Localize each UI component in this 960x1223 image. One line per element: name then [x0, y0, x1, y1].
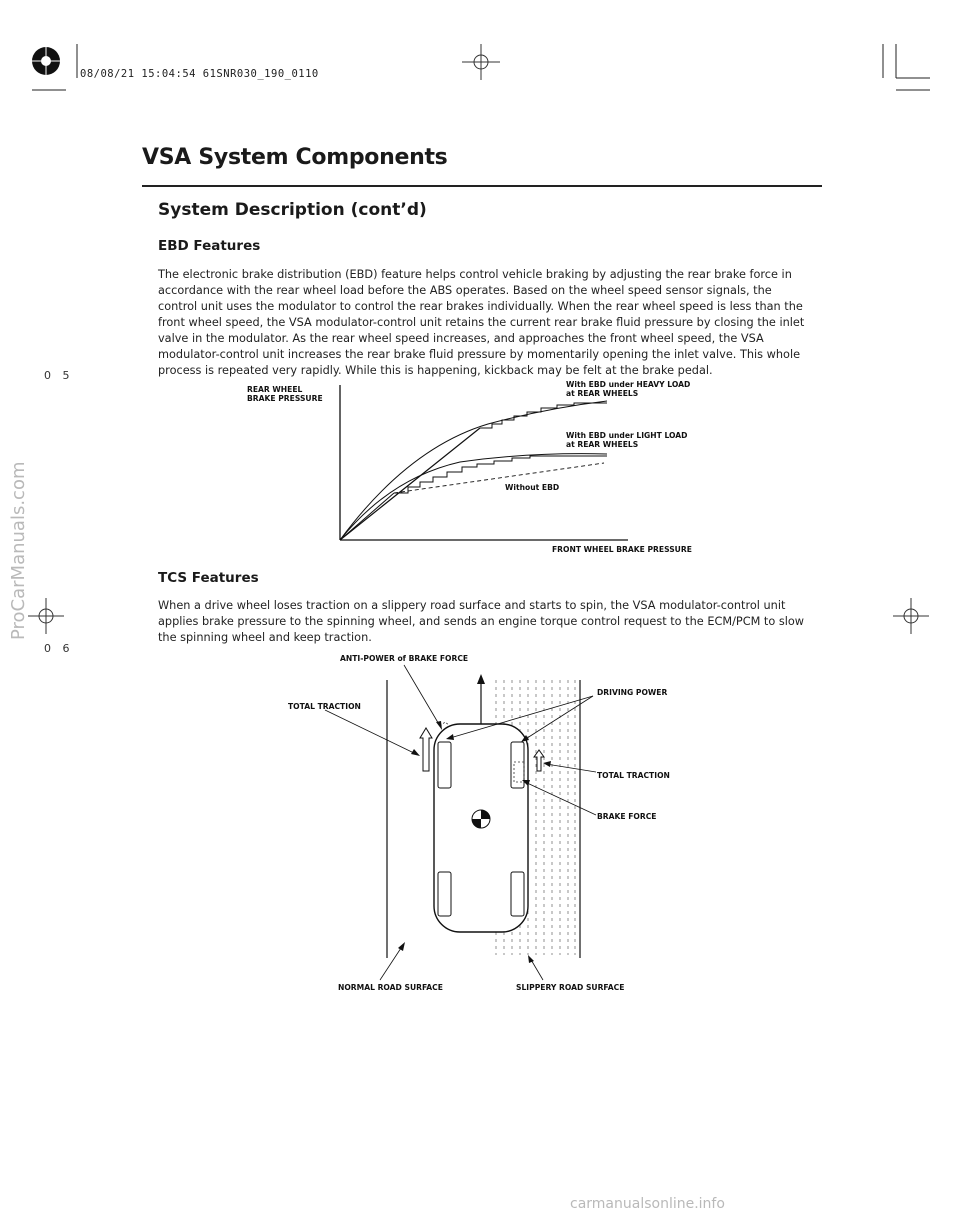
graph-without-ebd-label: Without EBD — [505, 483, 560, 492]
ebd-graph — [340, 385, 628, 540]
title-divider — [142, 185, 822, 187]
graph-heavy-load-label-line2: at REAR WHEELS — [566, 389, 639, 398]
total-traction-left-label: TOTAL TRACTION — [288, 702, 361, 711]
margin-number-bottom: 0 6 — [44, 642, 74, 655]
watermark-bottom: carmanualsonline.info — [570, 1196, 725, 1212]
crosshair-icon — [893, 598, 929, 634]
total-traction-right-label: TOTAL TRACTION — [597, 771, 670, 780]
crosshair-icon — [462, 44, 500, 80]
graph-x-label: FRONT WHEEL BRAKE PRESSURE — [552, 545, 692, 554]
section-subtitle: System Description (cont’d) — [158, 200, 427, 220]
slippery-road-label: SLIPPERY ROAD SURFACE — [516, 983, 625, 992]
margin-number-top: 0 5 — [44, 369, 74, 382]
normal-road-label: NORMAL ROAD SURFACE — [338, 983, 443, 992]
driving-power-label: DRIVING POWER — [597, 688, 668, 697]
crosshair-target-icon — [28, 43, 64, 79]
graph-heavy-load-label-line1: With EBD under HEAVY LOAD — [566, 380, 691, 389]
brake-force-label: BRAKE FORCE — [597, 812, 657, 821]
anti-power-label: ANTI-POWER of BRAKE FORCE — [340, 654, 469, 663]
graph-y-label-line2: BRAKE PRESSURE — [247, 394, 323, 403]
print-stamp: 08/08/21 15:04:54 61SNR030_190_0110 — [80, 68, 319, 80]
ebd-heading: EBD Features — [158, 238, 261, 254]
graph-light-load-label-line2: at REAR WHEELS — [566, 440, 639, 449]
graph-light-load-label-line1: With EBD under LIGHT LOAD — [566, 431, 688, 440]
tcs-diagram — [325, 665, 596, 980]
tcs-heading: TCS Features — [158, 570, 259, 586]
tcs-paragraph: When a drive wheel loses traction on a slippery road surface and starts to spin, the VSA modulator-control unit applies brake pressure to the spinning wheel, and sends an engine torque control request to the ECM/PCM to slow the spinning wheel and keep traction. — [158, 599, 805, 644]
ebd-paragraph: The electronic brake distribution (EBD) feature helps control vehicle braking by adjusting the rear brake force in accordance with the rear wheel load before the ABS operates. Based on the wheel speed sensor signals, the control unit uses the modulator to control the rear brakes individually. When the rear wheel speed is less than the front wheel speed, the VSA modulator-control unit retains the current rear brake fluid pressure by closing the inlet valve in the modulator. As the rear wheel speed increases, and approaches the front wheel speed, the VSA modulator-control unit increases the rear brake fluid pressure by momentarily opening the inlet valve. This whole process is repeated very rapidly. While this is happening, kickback may be felt at the brake pedal. — [158, 268, 805, 377]
page-title: VSA System Components — [142, 145, 448, 170]
crosshair-icon — [28, 598, 64, 634]
graph-y-label-line1: REAR WHEEL — [247, 385, 303, 394]
watermark-left: ProCarManuals.com — [8, 461, 29, 640]
center-of-gravity-icon — [472, 810, 490, 828]
